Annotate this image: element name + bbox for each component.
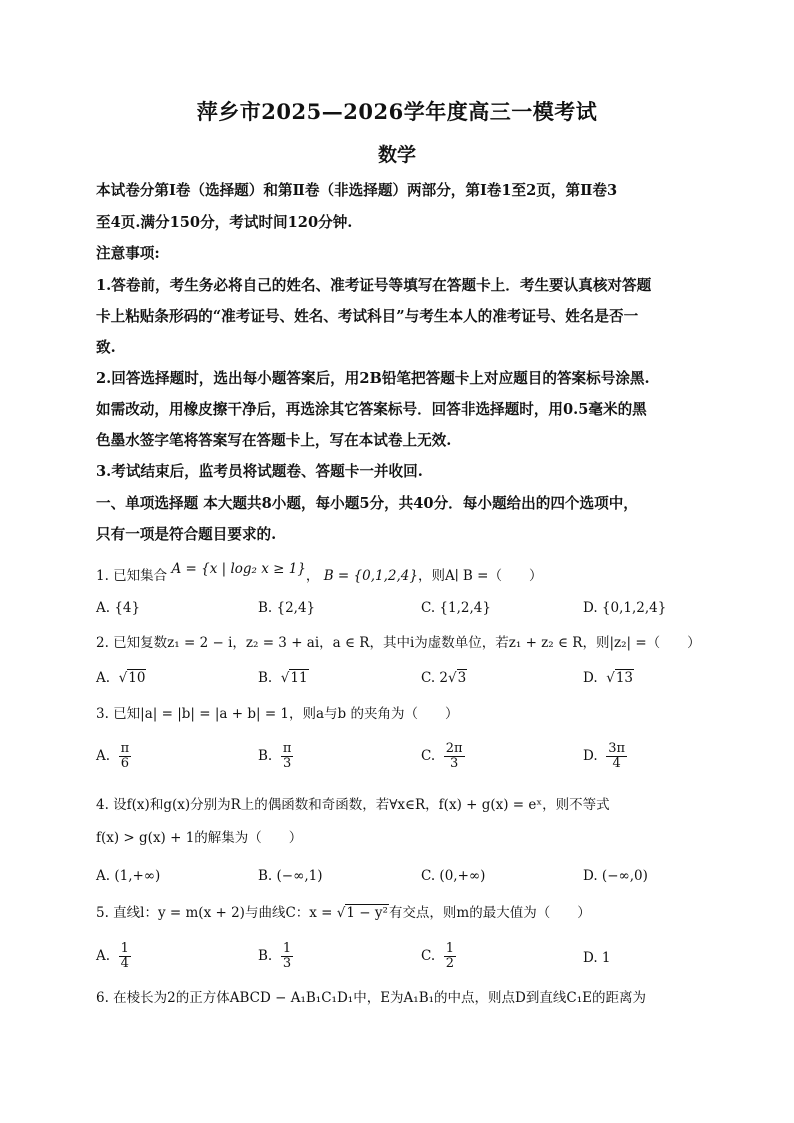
denominator: 2 <box>445 956 455 971</box>
numerator: 2π <box>445 741 463 756</box>
denominator: 3 <box>450 756 459 771</box>
question-5-ask: 有交点，则m的最大值为（ ） <box>388 905 591 921</box>
section-1-line-2: 只有一项是符合题目要求的. <box>96 526 277 543</box>
q2-option-a-label: A. <box>96 670 111 686</box>
q1-option-a: A. {4} <box>96 600 141 616</box>
q3-option-a-label: A. <box>96 748 111 764</box>
q5-option-c <box>421 942 456 971</box>
q5-option-c-label: C. <box>421 948 436 964</box>
numerator: 3π <box>608 741 626 756</box>
note-2-line-3: 色墨水签字笔将答案写在答题卡上，写在本试卷上无效. <box>96 432 452 449</box>
q1-option-c: C. {1,2,4} <box>421 600 491 616</box>
question-5-radicand: 1 − y² <box>346 905 388 921</box>
q5-option-b-fraction <box>281 942 293 971</box>
q2-option-b-label: B. <box>258 670 273 686</box>
q2-option-d: D. √13 <box>583 670 634 686</box>
question-5-stem: 5. 直线l：y = m(x + 2)与曲线C：x = <box>96 905 337 921</box>
q2-option-c-label: C. 2 <box>421 670 449 686</box>
numerator: 1 <box>282 941 292 956</box>
numerator: π <box>282 741 292 756</box>
q5-option-a-label: A. <box>96 948 111 964</box>
q4-option-b: B. (−∞,1) <box>258 868 323 884</box>
denominator: 4 <box>612 756 621 771</box>
q2-option-b-radicand: 11 <box>290 670 308 686</box>
note-2-line-1: 2.回答选择题时，选出每小题答案后，用2B铅笔把答题卡上对应题目的答案标号涂黑. <box>96 370 650 387</box>
question-1-set-b: B = {0,1,2,4} <box>323 568 418 584</box>
question-4-line-2: f(x) > g(x) + 1的解集为（ ） <box>96 830 303 846</box>
q3-option-d-fraction <box>606 742 627 771</box>
q1-option-d: D. {0,1,2,4} <box>583 600 667 616</box>
q3-option-c-fraction <box>444 742 465 771</box>
q3-option-a-fraction <box>119 742 132 771</box>
numerator: π <box>120 741 130 756</box>
q2-option-a: A. √10 <box>96 670 146 686</box>
q3-option-d-label: D. <box>583 748 598 764</box>
note-3: 3.考试结束后，监考员将试题卷、答题卡一并收回. <box>96 463 423 480</box>
q5-option-b <box>258 942 293 971</box>
q2-option-a-radicand: 10 <box>128 670 146 686</box>
question-3: 3. 已知|a| = |b| = |a + b| = 1，则a与b 的夹角为（ ） <box>96 706 459 722</box>
denominator: 3 <box>282 756 292 771</box>
denominator: 6 <box>120 756 130 771</box>
q5-option-a <box>96 942 131 971</box>
intro-line-2: 至4页.满分150分，考试时间120分钟. <box>96 214 353 231</box>
q5-option-c-fraction <box>444 942 456 971</box>
q3-option-c-label: C. <box>421 748 436 764</box>
denominator: 4 <box>120 956 129 971</box>
note-1-line-2: 卡上粘贴条形码的“准考证号、姓名、考试科目”与考生本人的准考证号、姓名是否一 <box>96 308 639 325</box>
q5-option-b-label: B. <box>258 948 273 964</box>
note-2-line-2: 如需改动，用橡皮擦干净后，再选涂其它答案标号．回答非选择题时，用0.5毫米的黑 <box>96 401 647 418</box>
q3-option-b-fraction <box>281 742 294 771</box>
q3-option-d <box>583 742 627 771</box>
q5-option-a-fraction <box>119 942 131 971</box>
q3-option-c <box>421 742 465 771</box>
q1-option-b: B. {2,4} <box>258 600 316 616</box>
q2-option-c: C. 2√3 <box>421 670 467 686</box>
q3-option-a <box>96 742 131 771</box>
question-1-ask: ，则A∣ B =（ ） <box>417 568 543 584</box>
q2-option-d-label: D. <box>583 670 598 686</box>
q2-option-b: B. √11 <box>258 670 308 686</box>
q4-option-d: D. (−∞,0) <box>583 868 648 884</box>
notes-heading: 注意事项: <box>96 245 160 262</box>
question-1: 1. 已知集合 A = {x | log₂ x ≥ 1}， B = {0,1,2,4}，则A∣ B =（ ） <box>96 561 543 584</box>
exam-title: 萍乡市2025—2026学年度高三一模考试 <box>196 99 598 124</box>
q2-option-d-radicand: 13 <box>615 670 634 686</box>
numerator: 1 <box>120 941 129 956</box>
q4-option-a: A. (1,+∞) <box>96 868 161 884</box>
question-1-set-a: A = {x | log₂ x ≥ 1} <box>171 561 306 577</box>
question-2: 2. 已知复数z₁ = 2 − i，z₂ = 3 + ai，a ∈ R，其中i为虚数单位，若z₁ + z₂ ∈ R，则|z₂| =（ ） <box>96 635 701 651</box>
q3-option-b <box>258 742 293 771</box>
question-4-line-1: 4. 设f(x)和g(x)分别为R上的偶函数和奇函数，若∀x∈R，f(x) + g(x) = eˣ，则不等式 <box>96 797 610 813</box>
numerator: 1 <box>445 941 455 956</box>
intro-line-1: 本试卷分第Ⅰ卷（选择题）和第Ⅱ卷（非选择题）两部分，第Ⅰ卷1至2页，第Ⅱ卷3 <box>96 182 618 199</box>
q3-option-b-label: B. <box>258 748 273 764</box>
q4-option-c: C. (0,+∞) <box>421 868 486 884</box>
denominator: 3 <box>282 956 292 971</box>
note-1-line-1: 1.答卷前，考生务必将自己的姓名、准考证号等填写在答题卡上．考生要认真核对答题 <box>96 277 652 294</box>
q5-option-d: D. 1 <box>583 950 611 966</box>
subject-title: 数学 <box>377 144 416 166</box>
question-5: 5. 直线l：y = m(x + 2)与曲线C：x = √1 − y²有交点，则m的最大值为（ ） <box>96 905 591 921</box>
question-1-stem: 1. 已知集合 <box>96 568 168 584</box>
q2-option-c-radicand: 3 <box>457 670 467 686</box>
note-1-line-3: 致. <box>96 339 116 356</box>
question-6: 6. 在棱长为2的正方体ABCD − A₁B₁C₁D₁中，E为A₁B₁的中点，则点D到直线C₁E的距离为 <box>96 990 646 1006</box>
section-1-line-1: 一、单项选择题 本大题共8小题，每小题5分，共40分．每小题给出的四个选项中， <box>96 495 638 512</box>
